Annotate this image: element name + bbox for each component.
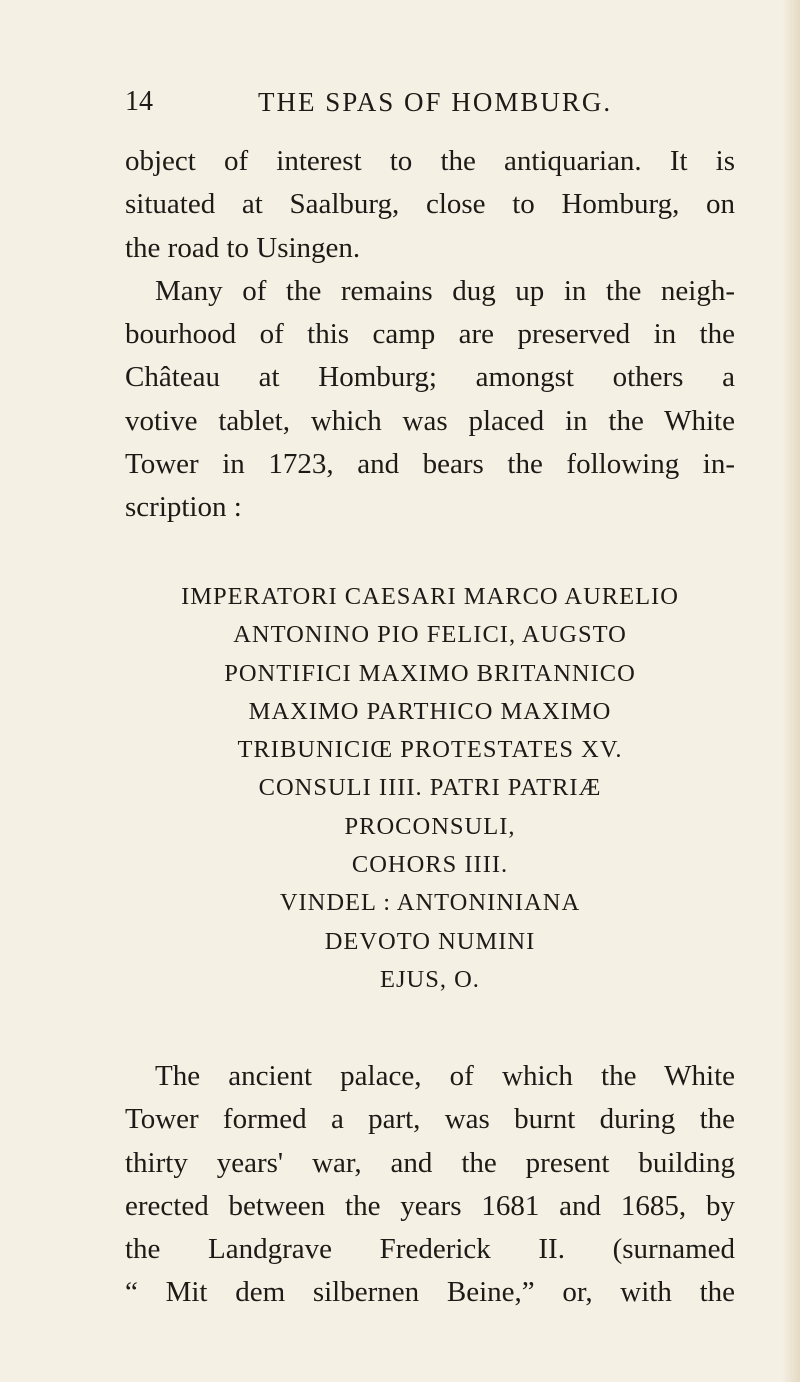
text-line: votive tablet, which was placed in the White — [125, 404, 735, 437]
inscription-line: COHORS IIII. — [351, 851, 509, 879]
text-line: The ancient palace, of which the White — [155, 1060, 735, 1092]
inscription-line: PROCONSULI, — [344, 812, 516, 840]
text-line: “ Mit dem silbernen Beine,” or, with the — [125, 1276, 735, 1309]
text-line: erected between the years 1681 and 1685, by — [125, 1189, 735, 1222]
page-header — [125, 84, 725, 124]
text-line: the road to Usingen. — [125, 231, 361, 264]
inscription-line: TRIBUNICIŒ PROTESTATES XV. — [237, 736, 623, 764]
text-line: Tower in 1723, and bears the following in- — [125, 448, 735, 481]
inscription-line: PONTIFICI MAXIMO BRITANNICO — [224, 659, 636, 687]
text-line: Château at Homburg; amongst others a — [125, 361, 735, 394]
text-line: situated at Saalburg, close to Homburg, on — [125, 188, 735, 221]
text-line: object of interest to the antiquarian. It is — [125, 145, 735, 177]
running-title: THE SPAS OF HOMBURG. — [258, 87, 613, 117]
page-number: 14 — [125, 86, 153, 117]
page-edge-shadow — [782, 0, 800, 1382]
text-line: bourhood of this camp are preserved in the — [125, 318, 735, 351]
inscription-line: DEVOTO NUMINI — [324, 927, 536, 955]
latin-inscription — [125, 578, 735, 999]
paragraph-intro — [125, 140, 735, 530]
inscription-line: MAXIMO PARTHICO MAXIMO — [248, 697, 612, 725]
text-line: scription : — [125, 491, 242, 524]
text-line: the Landgrave Frederick II. (surnamed — [125, 1233, 735, 1266]
inscription-line: IMPERATORI CAESARI MARCO AURELIO — [181, 583, 679, 610]
inscription-line: CONSULI IIII. PATRI PATRIÆ — [258, 774, 602, 802]
inscription-line: VINDEL : ANTONINIANA — [279, 889, 581, 917]
text-line: Many of the remains dug up in the neigh- — [155, 274, 735, 307]
text-line: thirty years' war, and the present building — [125, 1146, 735, 1179]
text-line: Tower formed a part, was burnt during the — [125, 1103, 735, 1136]
inscription-line: ANTONINO PIO FELICI, AUGSTO — [233, 621, 627, 649]
paragraph-palace — [125, 1055, 735, 1315]
inscription-line: EJUS, O. — [380, 965, 480, 993]
